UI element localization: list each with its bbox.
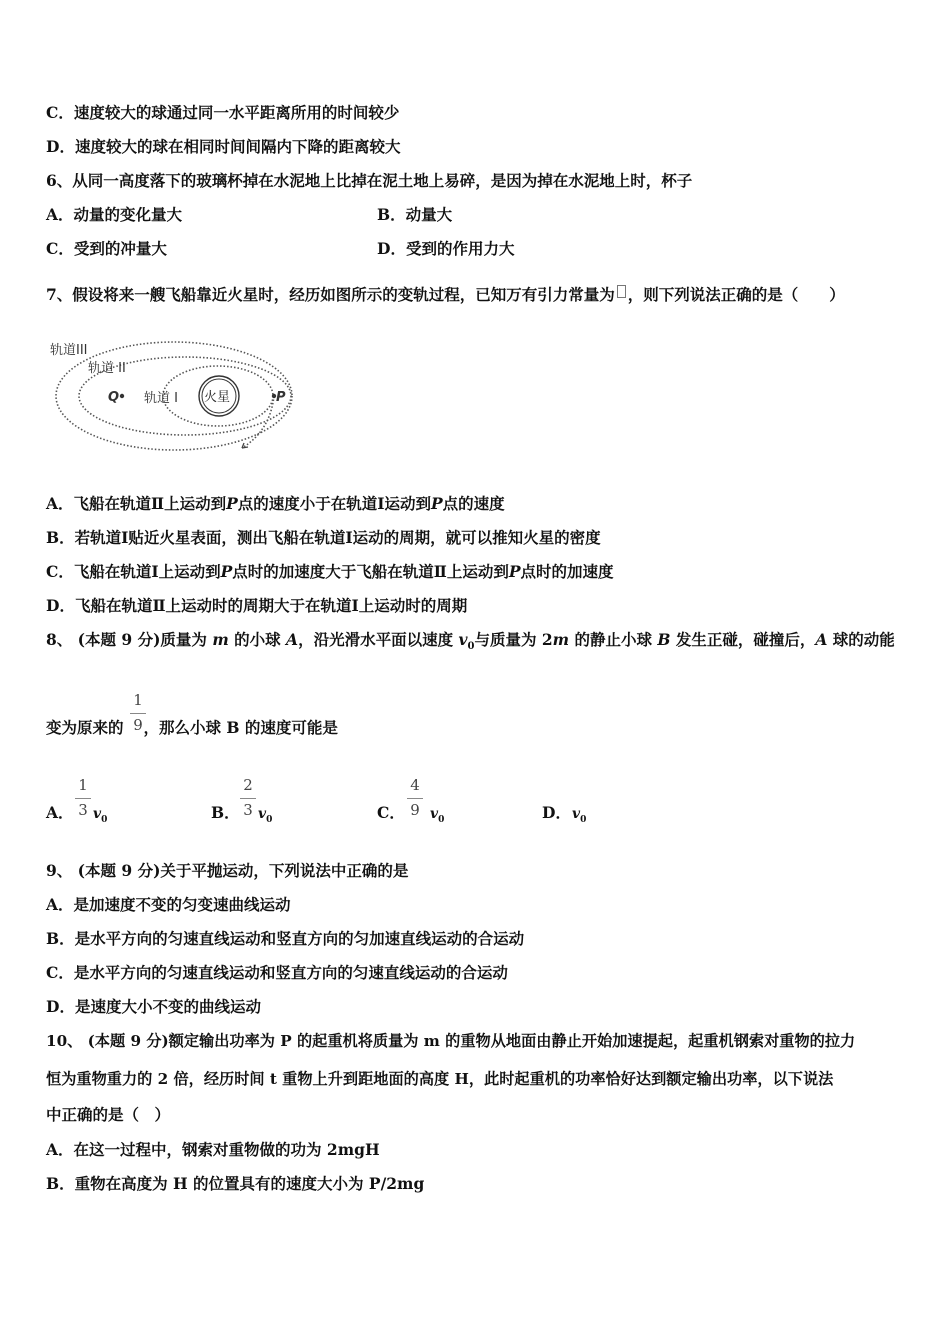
question-10-line-2: 恒为重物重力的 2 倍，经历时间 t 重物上升到距地面的高度 H，此时起重机的功率恰好达到额定输出功率，以下说法 <box>46 1070 834 1088</box>
q7a-part-3: 点的速度 <box>442 494 505 513</box>
q6-option-b: B．动量大 <box>377 205 453 224</box>
var-p: P <box>226 494 238 513</box>
fraction-numerator: 1 <box>78 776 88 794</box>
q8-part-2: 的小球 <box>228 630 287 649</box>
q9-option-d: D．是速度大小不变的曲线运动 <box>46 997 261 1016</box>
q8-option-b-fraction <box>240 776 256 821</box>
point-q <box>120 394 124 398</box>
question-8 <box>46 630 895 657</box>
q7c-part-2: 点时的加速度大于飞船在轨道Ⅱ上运动到 <box>232 562 509 581</box>
q7-text-post: ，则下列说法正确的是（ ） <box>627 285 845 304</box>
var-m: m <box>552 630 570 649</box>
var-a: A <box>286 630 299 649</box>
var-a: A <box>815 630 828 649</box>
q8-option-a-label: A． <box>46 803 74 822</box>
q6-option-a: A．动量的变化量大 <box>46 205 183 224</box>
q8-part-5: 的静止小球 <box>569 630 658 649</box>
q7-text-pre: 7、假设将来一艘飞船靠近火星时，经历如图所示的变轨过程，已知万有引力常量为 <box>46 285 615 304</box>
q7-option-d: D．飞船在轨道Ⅱ上运动时的周期大于在轨道Ⅰ上运动时的周期 <box>46 596 468 615</box>
q9-option-c: C．是水平方向的匀速直线运动和竖直方向的匀速直线运动的合运动 <box>46 963 508 982</box>
q7c-part-1: C．飞船在轨道Ⅰ上运动到 <box>46 562 221 581</box>
q8-option-d-label: D． <box>542 803 571 822</box>
option-d-prev: D．速度较大的球在相同时间间隔内下降的距离较大 <box>46 137 401 156</box>
fraction-denominator: 3 <box>243 801 253 819</box>
q7a-part-1: A．飞船在轨道Ⅱ上运动到 <box>46 494 227 513</box>
q6-option-c: C．受到的冲量大 <box>46 239 167 258</box>
sub-0: 0 <box>467 641 475 653</box>
fraction-denominator: 9 <box>133 716 143 734</box>
label-p: P <box>276 390 286 405</box>
question-10-line-1: 10、 (本题 9 分)额定输出功率为 P 的起重机将质量为 m 的重物从地面由静止开始加速提起，起重机钢索对重物的拉力 <box>46 1032 856 1050</box>
q7-option-a <box>46 494 505 514</box>
q8-part-7: 球的动能 <box>827 630 895 649</box>
q8-part-1: 8、 (本题 9 分)质量为 <box>46 630 213 649</box>
q8-line2-pre: 变为原来的 <box>46 718 124 737</box>
q8-part-4: 与质量为 2 <box>474 630 553 649</box>
q10-option-b: B．重物在高度为 H 的位置具有的速度大小为 P/2mg <box>46 1174 425 1193</box>
fraction-numerator: 4 <box>410 776 420 794</box>
question-7 <box>46 285 845 305</box>
fraction-numerator: 1 <box>133 691 143 709</box>
q8-option-c-fraction <box>407 776 423 821</box>
orbit-diagram <box>46 336 286 458</box>
question-6: 6、从同一高度落下的玻璃杯掉在水泥地上比掉在泥土地上易碎，是因为掉在水泥地上时，杯子 <box>46 171 693 190</box>
var-v: v <box>458 630 468 649</box>
var-p: P <box>431 494 443 513</box>
q8-option-c-v0: $v_0$ <box>430 806 445 825</box>
fraction-numerator: 2 <box>243 776 253 794</box>
missing-glyph-icon <box>617 285 626 298</box>
q7a-part-2: 点的速度小于在轨道Ⅰ运动到 <box>237 494 432 513</box>
question-9: 9、 (本题 9 分)关于平抛运动，下列说法中正确的是 <box>46 861 409 880</box>
label-orbit-1: 轨道 I <box>144 391 178 406</box>
option-c-prev: C．速度较大的球通过同一水平距离所用的时间较少 <box>46 103 400 122</box>
q8-line2-post: ，那么小球 B 的速度可能是 <box>143 718 338 737</box>
label-q: Q <box>108 390 120 405</box>
fraction-bar <box>407 798 423 799</box>
label-mars: 火星 <box>204 390 231 405</box>
q8-part-6: 发生正碰，碰撞后， <box>670 630 816 649</box>
label-orbit-3: 轨道III <box>50 343 88 358</box>
q8-option-d-v0: $v_0$ <box>572 806 587 825</box>
q6-option-d: D．受到的作用力大 <box>377 239 515 258</box>
fraction-bar <box>130 713 146 714</box>
q8-fraction <box>130 691 146 736</box>
q8-option-c-label: C． <box>377 803 405 822</box>
q8-option-b-label: B． <box>211 803 240 822</box>
q10-option-a: A．在这一过程中，钢索对重物做的功为 2mgH <box>46 1140 380 1159</box>
q9-option-b: B．是水平方向的匀速直线运动和竖直方向的匀加速直线运动的合运动 <box>46 929 525 948</box>
q8-part-3: ，沿光滑水平面以速度 <box>298 630 459 649</box>
var-m: m <box>212 630 229 649</box>
q7-option-c <box>46 562 614 582</box>
question-10-line-3: 中正确的是（ ） <box>46 1105 171 1124</box>
q8-option-b-v0: $v_0$ <box>258 806 273 825</box>
q8-option-a-fraction <box>75 776 91 821</box>
q8-option-a-v0: $v_0$ <box>93 806 108 825</box>
q7c-part-3: 点时的加速度 <box>520 562 614 581</box>
q9-option-a: A．是加速度不变的匀变速曲线运动 <box>46 895 291 914</box>
q8-line-2 <box>46 718 338 738</box>
fraction-denominator: 3 <box>78 801 88 819</box>
fraction-bar <box>75 798 91 799</box>
var-b: B <box>657 630 671 649</box>
fraction-denominator: 9 <box>410 801 420 819</box>
var-p: P <box>220 562 233 581</box>
var-p: P <box>508 562 521 581</box>
label-orbit-2: 轨道 II <box>88 361 126 376</box>
fraction-bar <box>240 798 256 799</box>
q7-option-b: B．若轨道Ⅰ贴近火星表面，测出飞船在轨道Ⅰ运动的周期，就可以推知火星的密度 <box>46 528 601 547</box>
